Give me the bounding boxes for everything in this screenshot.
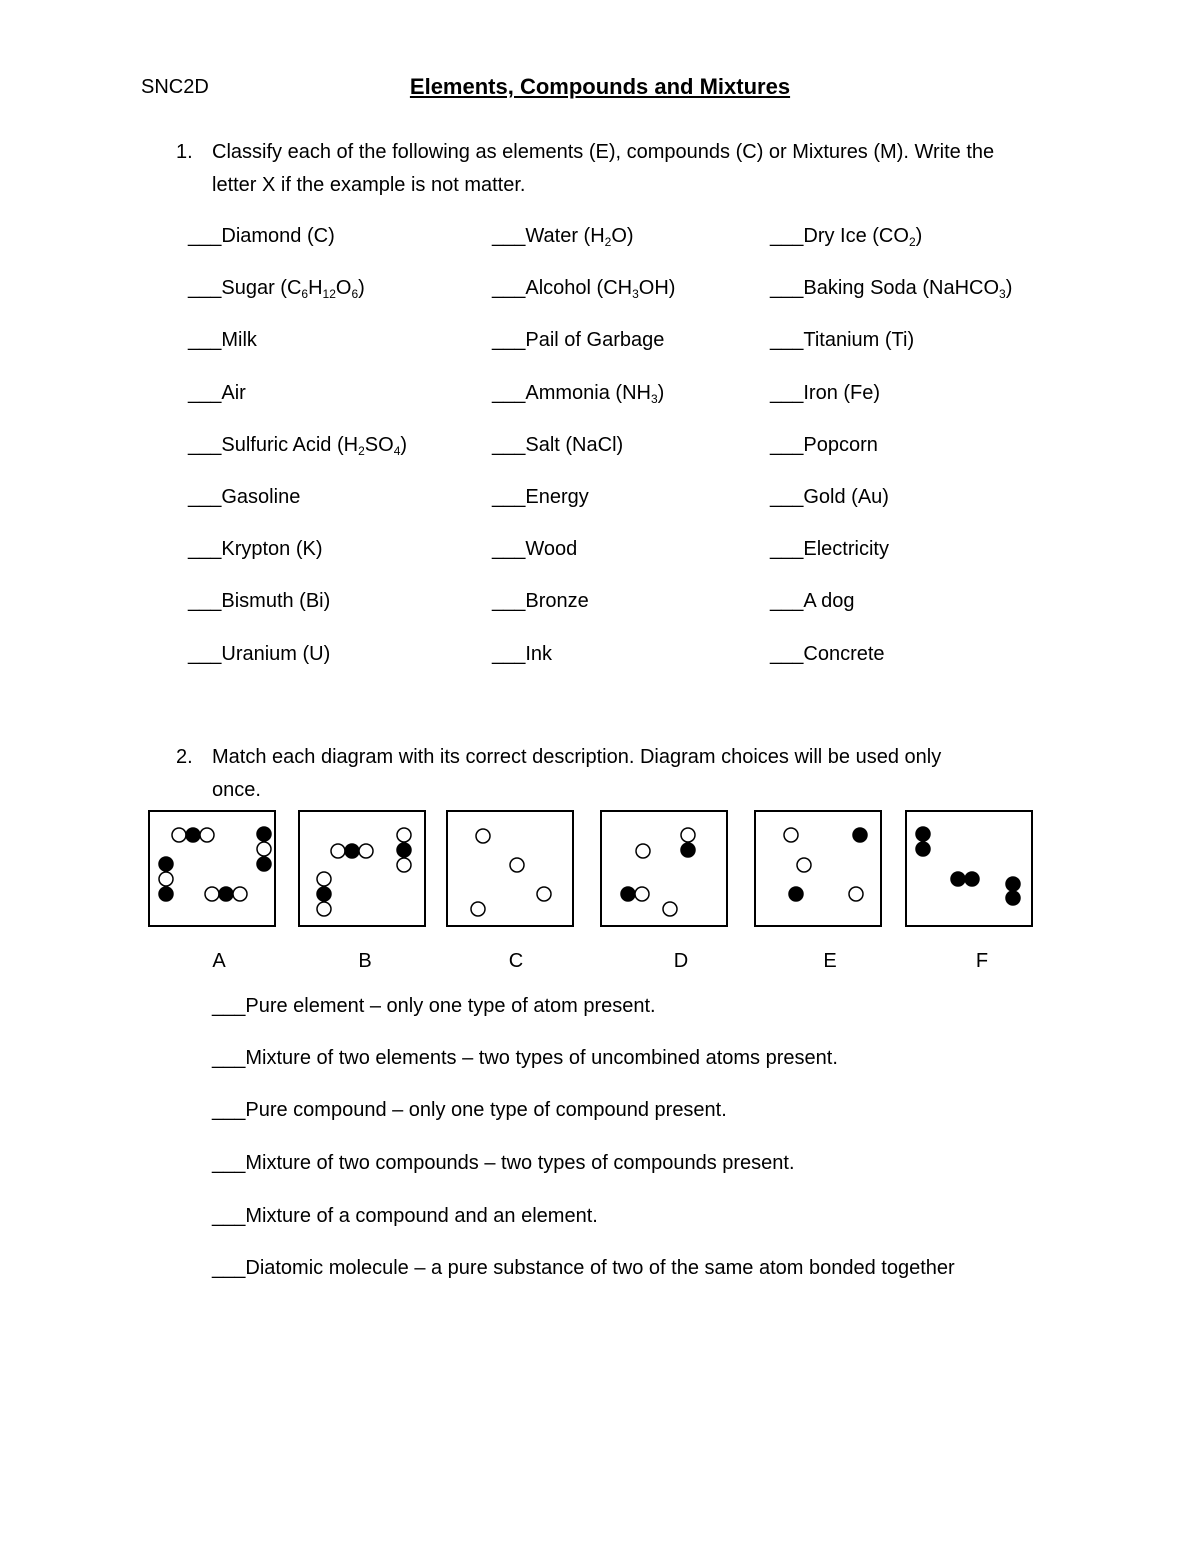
classify-item: [492, 590, 589, 616]
answer-blank[interactable]: ___: [770, 382, 804, 404]
item-label: Krypton (K): [221, 538, 323, 560]
answer-blank[interactable]: ___: [188, 590, 222, 612]
answer-blank[interactable]: ___: [492, 382, 526, 404]
match-description: ___Pure compound – only one type of compound present.: [212, 1099, 727, 1121]
classify-item: [492, 486, 589, 512]
atom-white: [200, 828, 214, 842]
atom-black: [916, 842, 930, 856]
classify-item: [188, 643, 330, 669]
answer-blank[interactable]: ___: [770, 590, 804, 612]
answer-blank[interactable]: ___: [188, 329, 222, 351]
atom-white: [663, 902, 677, 916]
answer-blank[interactable]: ___: [188, 434, 222, 456]
atom-white: [635, 887, 649, 901]
atom-white: [510, 858, 524, 872]
answer-blank[interactable]: ___: [492, 486, 526, 508]
item-label: Concrete: [803, 643, 885, 665]
item-label: Electricity: [803, 538, 889, 560]
atom-white: [397, 828, 411, 842]
match-description: ___Pure element – only one type of atom present.: [212, 995, 656, 1017]
item-label: Ammonia (NH: [525, 382, 651, 404]
atom-white: [205, 887, 219, 901]
atom-white: [784, 828, 798, 842]
diagram-e-drawing: [756, 812, 884, 929]
item-label: Milk: [221, 329, 257, 351]
classify-item: [492, 225, 634, 251]
match-description: ___Diatomic molecule – a pure substance of two of the same atom bonded together: [212, 1257, 955, 1279]
classify-item: [188, 329, 257, 355]
classify-item: [492, 538, 577, 564]
item-label: Diamond (C): [221, 225, 335, 247]
item-label: Uranium (U): [221, 643, 331, 665]
atom-white: [331, 844, 345, 858]
item-label: ): [400, 434, 408, 456]
answer-blank[interactable]: ___: [188, 538, 222, 560]
atom-white: [681, 828, 695, 842]
answer-blank[interactable]: ___: [770, 538, 804, 560]
answer-blank[interactable]: ___: [770, 277, 804, 299]
classify-item: [770, 643, 885, 669]
formula-subscript: 3: [632, 287, 639, 301]
item-label: Energy: [525, 486, 589, 508]
classify-item: [188, 590, 330, 616]
item-label: OH): [638, 277, 676, 299]
classify-item: [770, 225, 922, 251]
atom-white: [636, 844, 650, 858]
diagram-label-f: F: [975, 950, 989, 972]
atom-black: [159, 887, 173, 901]
atom-white: [317, 902, 331, 916]
atom-white: [397, 858, 411, 872]
atom-black: [789, 887, 803, 901]
diagram-c: [446, 810, 574, 927]
answer-blank[interactable]: ___: [770, 329, 804, 351]
atom-black: [257, 827, 271, 841]
item-label: Gold (Au): [803, 486, 889, 508]
item-label: Baking Soda (NaHCO: [803, 277, 1000, 299]
item-label: H: [308, 277, 323, 299]
atom-black: [621, 887, 635, 901]
item-label: ): [358, 277, 365, 299]
answer-blank[interactable]: ___: [492, 329, 526, 351]
classify-item: [770, 486, 889, 512]
atom-white: [797, 858, 811, 872]
classify-item: [770, 434, 878, 460]
atom-black: [853, 828, 867, 842]
atom-white: [257, 842, 271, 856]
atom-black: [951, 872, 965, 886]
answer-blank[interactable]: ___: [492, 434, 526, 456]
item-label: A dog: [803, 590, 855, 612]
diagram-f: [905, 810, 1033, 927]
question-2-prompt-line-1: Match each diagram with its correct description. Diagram choices will be used only: [212, 746, 942, 768]
classify-item: [188, 277, 365, 303]
classify-item: [492, 643, 552, 669]
question-1-number: 1.: [176, 141, 193, 163]
item-label: Alcohol (CH: [525, 277, 633, 299]
classify-item: [188, 434, 407, 460]
atom-black: [397, 843, 411, 857]
item-label: Ink: [525, 643, 553, 665]
formula-subscript: 2: [604, 235, 612, 249]
answer-blank[interactable]: ___: [492, 590, 526, 612]
question-1-prompt-line-1: Classify each of the following as elements (E), compounds (C) or Mixtures (M). Write the: [212, 141, 995, 163]
diagram-c-drawing: [448, 812, 576, 929]
classify-item: [188, 538, 323, 564]
formula-subscript: 6: [301, 287, 309, 301]
atom-white: [537, 887, 551, 901]
atom-white: [476, 829, 490, 843]
atom-black: [1006, 877, 1020, 891]
atom-black: [916, 827, 930, 841]
diagram-b-drawing: [300, 812, 428, 929]
diagram-label-e: E: [823, 950, 837, 972]
match-description: ___Mixture of two compounds – two types of compounds present.: [212, 1152, 795, 1174]
atom-black: [965, 872, 979, 886]
item-label: Bronze: [525, 590, 589, 612]
atom-white: [471, 902, 485, 916]
course-code: SNC2D: [141, 76, 209, 98]
item-label: Sulfuric Acid (H: [221, 434, 359, 456]
formula-subscript: 2: [358, 444, 365, 458]
page-title: Elements, Compounds and Mixtures: [409, 74, 791, 99]
formula-subscript: 3: [999, 287, 1006, 301]
atom-black: [219, 887, 233, 901]
item-label: O: [335, 277, 352, 299]
classify-item: [770, 538, 889, 564]
classify-item: [492, 382, 664, 408]
item-label: Sugar (C: [221, 277, 302, 299]
classify-item: [492, 277, 675, 303]
answer-blank[interactable]: ___: [770, 434, 804, 456]
formula-subscript: 2: [908, 235, 916, 249]
diagram-b: [298, 810, 426, 927]
classify-item: [188, 382, 246, 408]
question-1-prompt-line-2: letter X if the example is not matter.: [212, 174, 526, 196]
answer-blank[interactable]: ___: [188, 643, 222, 665]
item-label: O): [611, 225, 634, 247]
atom-white: [172, 828, 186, 842]
answer-blank[interactable]: ___: [770, 486, 804, 508]
diagram-f-drawing: [907, 812, 1035, 929]
atom-black: [1006, 891, 1020, 905]
item-label: Pail of Garbage: [525, 329, 665, 351]
question-2-prompt-line-2: once.: [212, 779, 261, 801]
answer-blank[interactable]: ___: [188, 277, 222, 299]
answer-blank[interactable]: ___: [188, 225, 222, 247]
atom-black: [186, 828, 200, 842]
item-label: Titanium (Ti): [803, 329, 915, 351]
item-label: ): [915, 225, 923, 247]
item-label: Bismuth (Bi): [221, 590, 331, 612]
atom-black: [317, 887, 331, 901]
atom-white: [849, 887, 863, 901]
item-label: ): [1005, 277, 1013, 299]
diagram-a-drawing: [150, 812, 278, 929]
formula-subscript: 6: [351, 287, 359, 301]
question-2-prompt: [212, 741, 1072, 807]
diagram-label-b: B: [358, 950, 372, 972]
atom-white: [233, 887, 247, 901]
atom-white: [159, 872, 173, 886]
answer-blank[interactable]: ___: [188, 382, 222, 404]
atom-black: [159, 857, 173, 871]
match-description: ___Mixture of two elements – two types of uncombined atoms present.: [212, 1047, 838, 1069]
classify-item: [188, 486, 300, 512]
diagram-e: [754, 810, 882, 927]
diagram-a: [148, 810, 276, 927]
answer-blank[interactable]: ___: [492, 643, 526, 665]
answer-blank[interactable]: ___: [188, 486, 222, 508]
classify-item: [770, 329, 914, 355]
diagram-label-a: A: [212, 950, 226, 972]
question-2-number: 2.: [176, 746, 193, 768]
match-description: ___Mixture of a compound and an element.: [212, 1205, 598, 1227]
diagram-d-drawing: [602, 812, 730, 929]
atom-black: [345, 844, 359, 858]
item-label: Popcorn: [803, 434, 878, 456]
formula-subscript: 12: [322, 287, 336, 301]
answer-blank[interactable]: ___: [492, 538, 526, 560]
classify-item: [492, 434, 623, 460]
formula-subscript: 4: [393, 444, 401, 458]
answer-blank[interactable]: ___: [492, 225, 526, 247]
item-label: Water (H: [525, 225, 605, 247]
item-label: Iron (Fe): [803, 382, 881, 404]
item-label: Gasoline: [221, 486, 301, 508]
item-label: Wood: [525, 538, 578, 560]
item-label: Dry Ice (CO: [803, 225, 909, 247]
atom-white: [359, 844, 373, 858]
answer-blank[interactable]: ___: [770, 643, 804, 665]
formula-subscript: 3: [650, 392, 658, 406]
item-label: Salt (NaCl): [525, 434, 624, 456]
answer-blank[interactable]: ___: [492, 277, 526, 299]
diagram-label-d: D: [673, 950, 689, 972]
classify-item: [770, 277, 1012, 303]
classify-item: [770, 590, 855, 616]
classify-item: [492, 329, 664, 355]
item-label: Air: [221, 382, 246, 404]
answer-blank[interactable]: ___: [770, 225, 804, 247]
classify-item: [770, 382, 880, 408]
item-label: SO: [364, 434, 394, 456]
atom-black: [681, 843, 695, 857]
atom-white: [317, 872, 331, 886]
classify-item: [188, 225, 335, 251]
diagram-label-c: C: [508, 950, 524, 972]
item-label: ): [657, 382, 665, 404]
question-1-prompt: [212, 136, 1072, 202]
atom-black: [257, 857, 271, 871]
diagram-d: [600, 810, 728, 927]
